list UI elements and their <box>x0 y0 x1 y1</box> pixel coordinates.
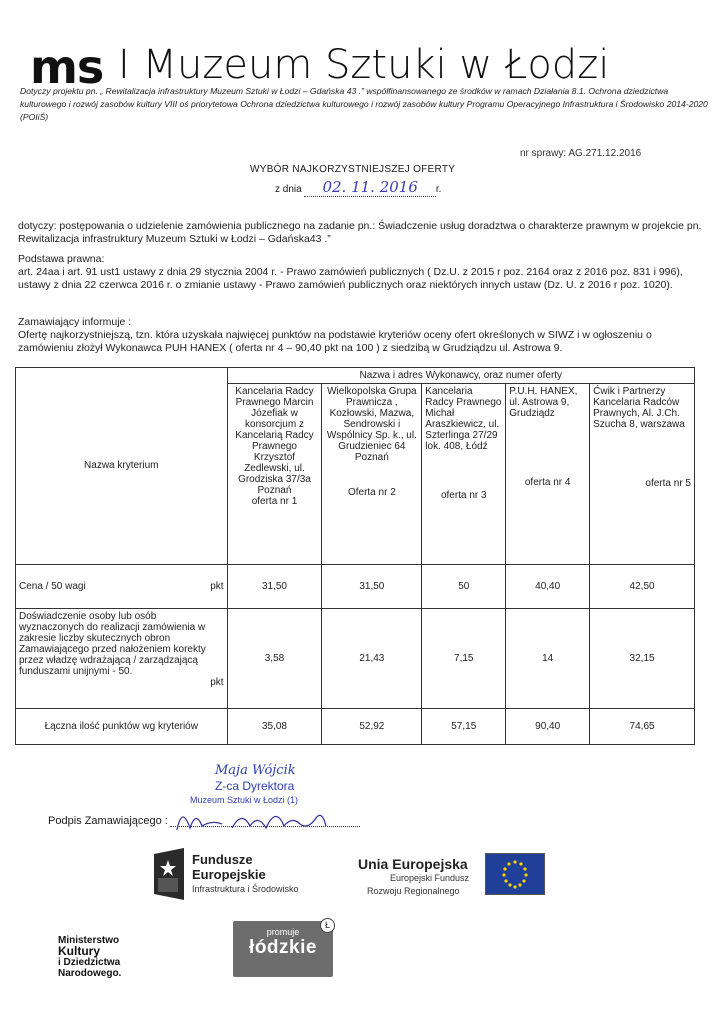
legal-basis-heading: Podstawa prawna: <box>18 253 105 265</box>
total-cell: 74,65 <box>590 708 695 744</box>
criterion-header <box>16 368 228 565</box>
museum-name-heading: I Muzeum Sztuki w Łodzi <box>118 42 610 88</box>
criterion-unit: pkt <box>210 676 224 688</box>
score-cell: 50 <box>422 564 506 608</box>
european-funds-logo-icon <box>150 848 188 900</box>
bidder-name: P.U.H. HANEX, ul. Astrowa 9, Grudziądz <box>509 386 578 420</box>
bidder-cell <box>506 384 590 564</box>
lodzkie-logo <box>233 921 333 977</box>
document-title: WYBÓR NAJKORZYSTNIEJSZEJ OFERTY <box>250 164 456 175</box>
date-prefix: z dnia <box>275 184 302 195</box>
announcement-heading: Zamawiający informuje : <box>18 316 132 328</box>
bidder-cell <box>422 384 506 564</box>
total-cell: 90,40 <box>506 708 590 744</box>
bidder-name: Kancelaria Radcy Prawnego Michał Araszkiewicz, ul. Szterlinga 27/29 lok. 408, Łódź <box>425 386 502 453</box>
score-cell: 7,15 <box>422 608 506 708</box>
bidder-cell <box>227 384 322 564</box>
score-cell: 42,50 <box>590 564 695 608</box>
criterion-row-price <box>16 564 228 608</box>
bidder-name: Kancelaria Radcy Prawnego Marcin Józefiak w konsorcjum z Kancelarią Radcy Prawnego Krzysztof Zedlewski, ul. Grodziska 37/3a Poznań <box>235 386 314 497</box>
criterion-row-total: Łączna ilość punktów wg kryteriów <box>16 708 228 744</box>
legal-basis-paragraph: art. 24aa i art. 91 ust1 ustawy z dnia 29 stycznia 2004 r. - Prawo zamówień publicznych ( Dz.U. z 2015 r poz. 2164 oraz z 2016 poz. 831 i 996), ustawy z dnia 22 czerwca 2016 r. o zmianie ustawy - Prawo zamówień publicznych oraz niektórych innych ustaw (Dz. U. z 2016 r poz. 1020). <box>18 266 683 291</box>
signatory-name: Maja Wójcik <box>215 763 296 778</box>
museum-logo-mark: ms <box>30 40 104 94</box>
score-cell: 31,50 <box>322 564 422 608</box>
score-cell: 32,15 <box>590 608 695 708</box>
ministry-line: i Dziedzictwa <box>58 957 121 968</box>
offers-table <box>15 367 695 745</box>
total-cell: 57,15 <box>422 708 506 744</box>
offer-number: oferta nr 3 <box>440 490 487 502</box>
total-cell: 52,92 <box>322 708 422 744</box>
total-cell: 35,08 <box>227 708 322 744</box>
subject-paragraph: dotyczy: postępowania o udzielenie zamówienia publicznego na zadanie pn.: Świadczenie usług doradztwa o charakterze prawnym w projekcie pn. Rewitalizacja infrastruktury Muzeum Sztuki w Łodzi – Gdańska43 .” <box>18 220 702 245</box>
date-handwritten: 02. 11. 2016 <box>304 178 435 197</box>
case-number: nr sprawy: AG.271.12.2016 <box>520 148 642 159</box>
ministry-line: Kultury <box>58 944 100 958</box>
criterion-header-label: Nazwa kryterium <box>84 460 159 472</box>
offer-number: oferta nr 4 <box>524 477 571 489</box>
lodzkie-mark-icon: Ł <box>320 918 335 933</box>
document-date <box>275 178 441 196</box>
signatory-role: Z-ca Dyrektora <box>215 779 295 793</box>
criterion-label: Cena / 50 wagi <box>19 580 86 592</box>
date-suffix: r. <box>435 184 442 195</box>
score-cell: 3,58 <box>227 608 322 708</box>
criterion-unit: pkt <box>210 580 224 592</box>
ministry-line: Ministerstwo <box>58 935 120 946</box>
bidder-cell <box>322 384 422 564</box>
score-cell: 40,40 <box>506 564 590 608</box>
signatory-stamp: Muzeum Sztuki w Łodzi (1) <box>190 795 299 805</box>
ministry-line: Narodowego. <box>58 968 122 979</box>
score-cell: 14 <box>506 608 590 708</box>
eu-line3: Rozwoju Regionalnego <box>367 886 460 896</box>
fe-line2: Europejskie <box>192 867 266 882</box>
lodzkie-big: łódzkie <box>249 937 317 958</box>
handwritten-signature-icon <box>172 800 332 840</box>
criterion-label: Doświadczenie osoby lub osób wyznaczonych do realizacji zamówienia w zakresie liczby skutecznych obron Zamawiającego przed nałożeniem korekty przez władzę wdrażającą / zarządzającą funduszami unijnymi - 50. <box>19 610 206 677</box>
project-note: Dotyczy projektu pn. „ Rewitalizacja infrastruktury Muzeum Sztuki w Łodzi – Gdańska 43 .” współfinansowanego ze środków w ramach Działania 8.1. Ochrona dziedzictwa kulturowego i rozwój zasobów kultury VIII oś priorytetowa Ochrona dziedzictwa kulturowego i rozwój zasobów kultury Programu Operacyjnego Infrastruktura i Środowisko 2014-2020 (POIiŚ) <box>20 86 708 122</box>
ministry-logo <box>58 935 121 979</box>
bidders-group-header: Nazwa i adres Wykonawcy, oraz numer oferty <box>227 368 694 384</box>
bidder-name: Wielkopolska Grupa Prawnicza , Kozłowski, Mazwa, Sendrowski i Wspólnicy Sp. k., ul. Grudzieniec 64 Poznań <box>326 386 417 464</box>
bidder-cell <box>590 384 695 564</box>
score-cell: 31,50 <box>227 564 322 608</box>
lodzkie-small: promuje <box>266 927 300 937</box>
fe-line3: Infrastruktura i Środowisko <box>192 884 299 894</box>
criterion-row-experience <box>16 608 228 708</box>
bidder-name: Ćwik i Partnerzy Kancelaria Radców Prawnych, Al. J.Ch. Szucha 8, warszawa <box>593 386 685 431</box>
fe-line1: Fundusze <box>192 852 253 867</box>
offer-number: oferta nr 5 <box>645 478 691 490</box>
offer-number: oferta nr 1 <box>251 496 298 508</box>
signature-label: Podpis Zamawiającego : <box>48 815 168 827</box>
score-cell: 21,43 <box>322 608 422 708</box>
eu-line2: Europejski Fundusz <box>390 873 470 883</box>
eu-flag-icon <box>485 853 545 895</box>
offer-number: Oferta nr 2 <box>347 487 396 499</box>
announcement-paragraph: Ofertę najkorzystniejszą, tzn. która uzyskała najwięcej punktów na podstawie kryteriów oceny ofert określonych w SIWZ i w ogłoszeniu o zamówieniu złożył Wykonawca PUH HANEX ( oferta nr 4 – 90,40 pkt na 100 ) z siedzibą w Grudziądzu ul. Astrowa 9. <box>18 329 652 354</box>
eu-line1: Unia Europejska <box>358 856 468 872</box>
